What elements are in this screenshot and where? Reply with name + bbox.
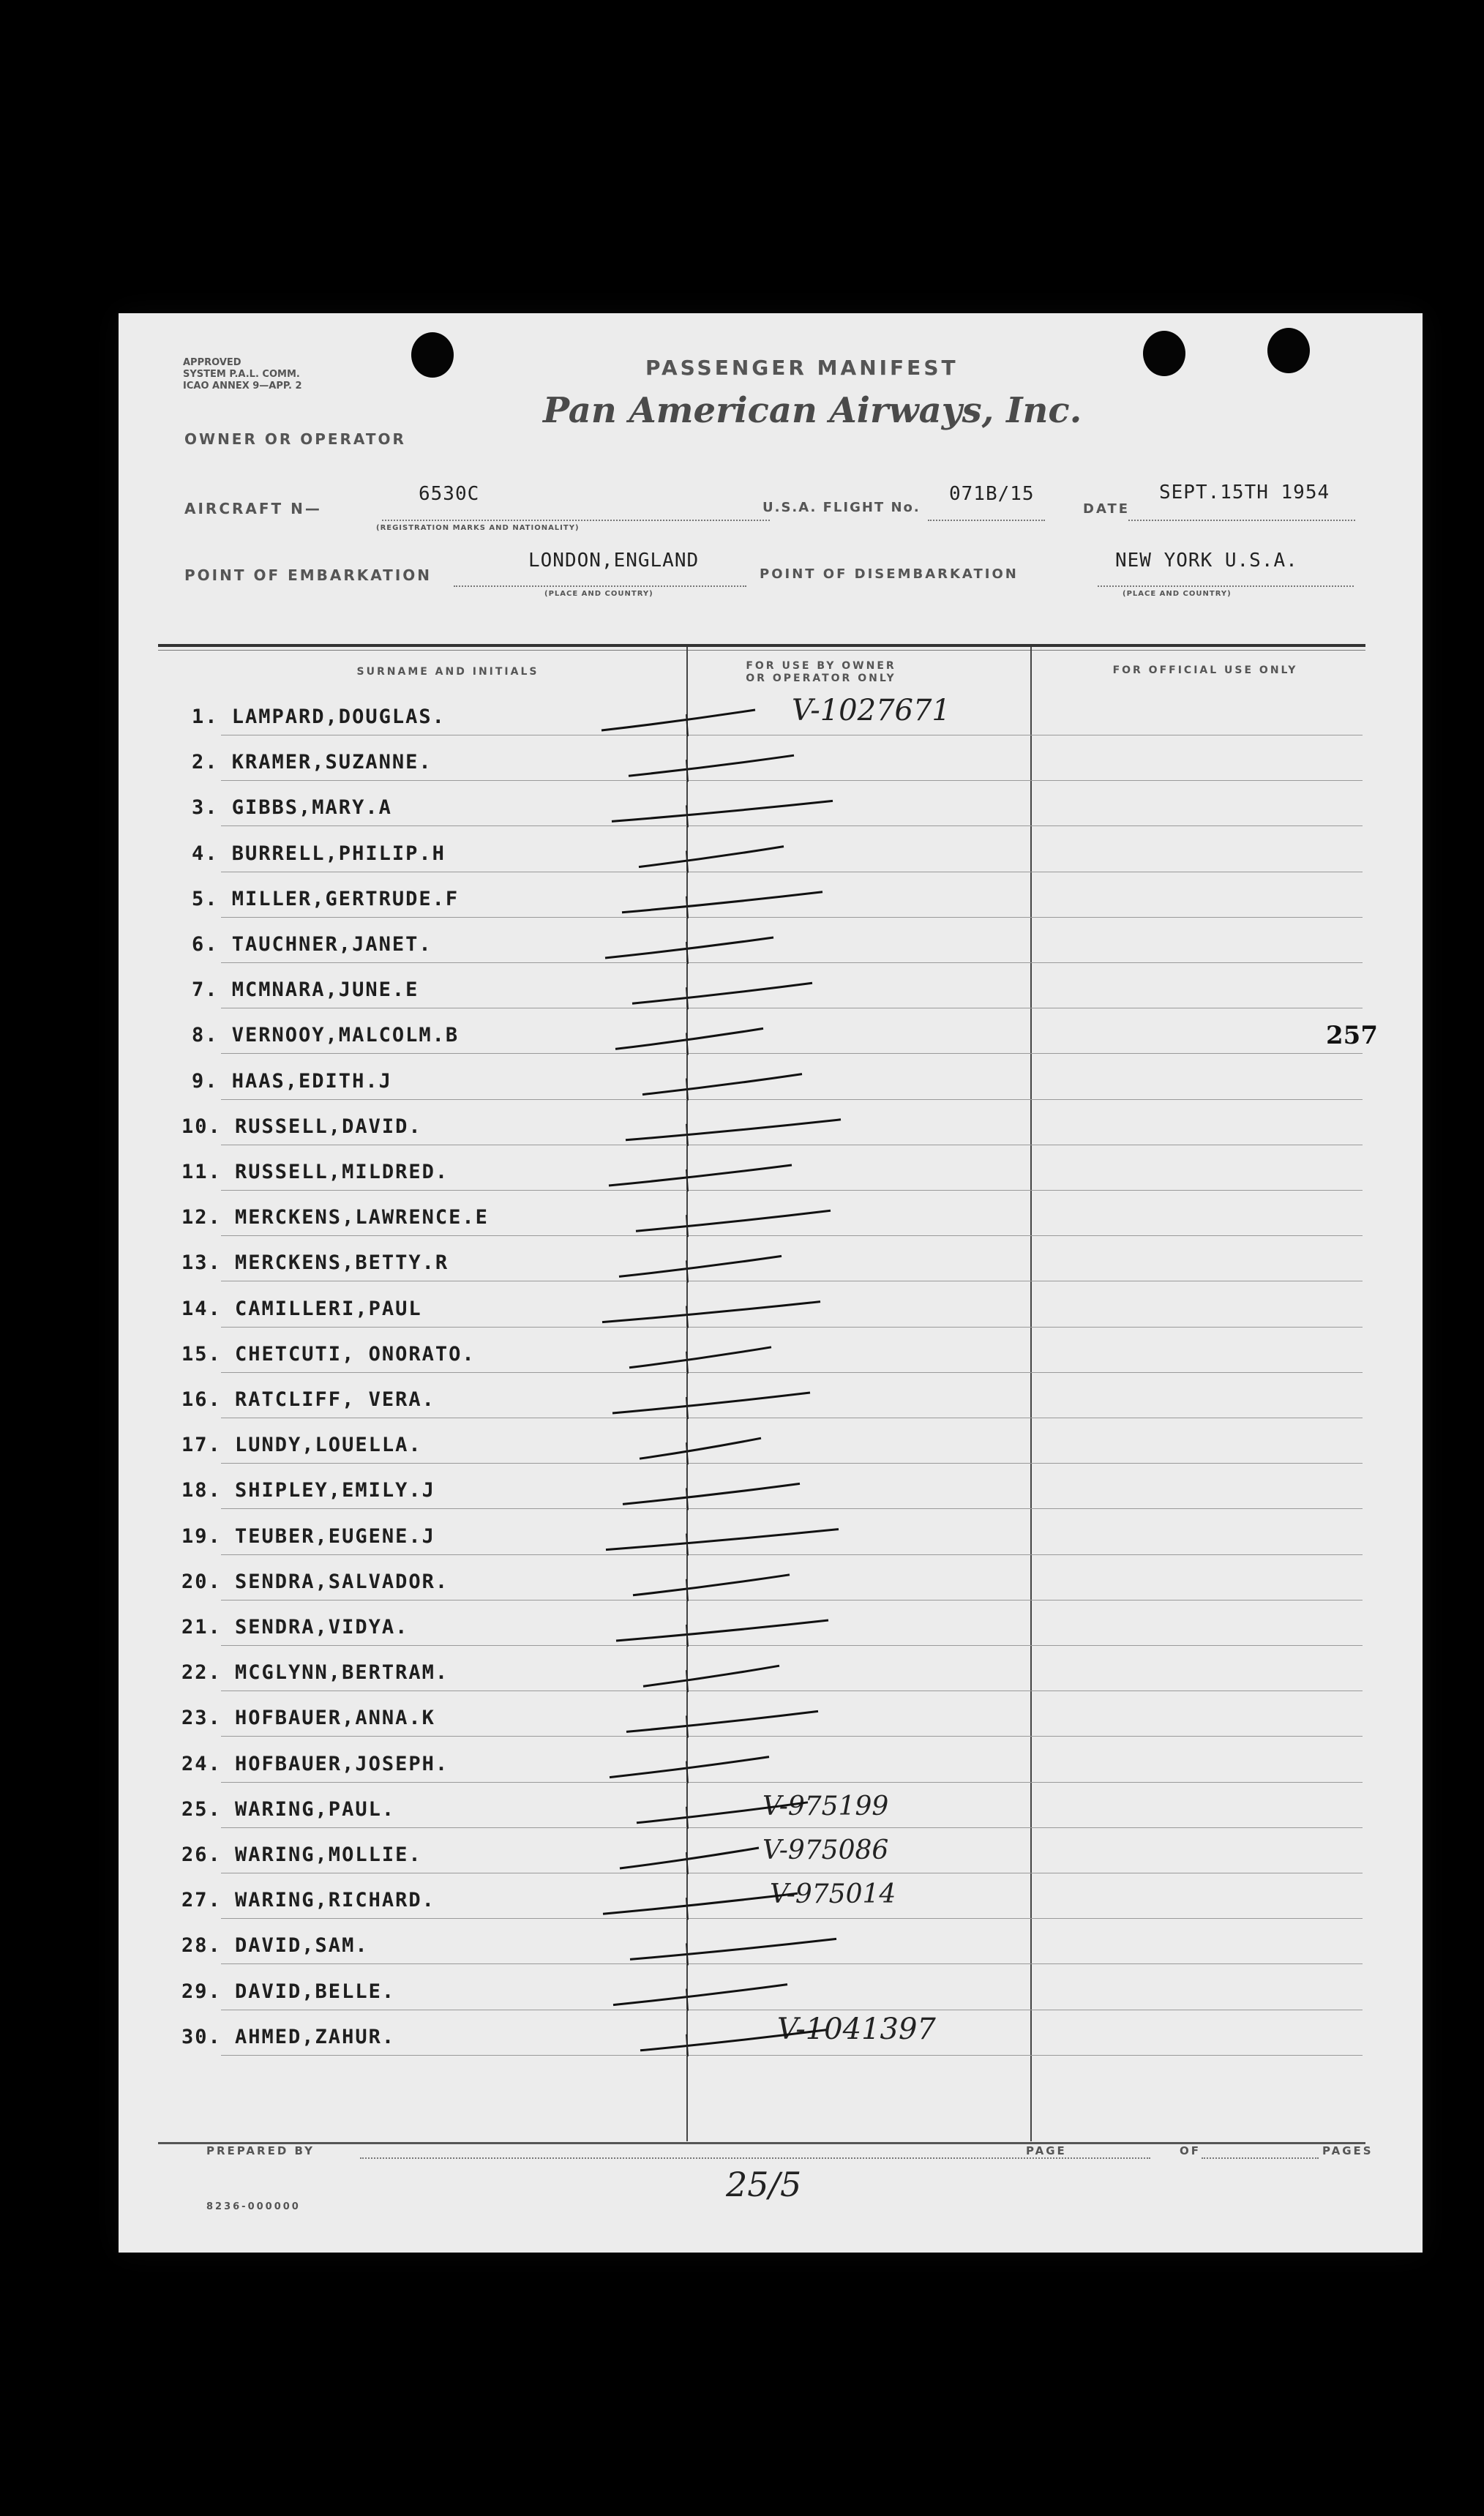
official-use-column-header: FOR OFFICIAL USE ONLY: [1112, 664, 1298, 676]
stamp-line: APPROVED: [183, 357, 241, 368]
tick-mark: [686, 1852, 688, 1874]
passenger-entry: 1. LAMPARD,DOUGLAS.: [192, 705, 446, 728]
stamp-line: ICAO ANNEX 9—APP. 2: [183, 381, 302, 392]
passenger-entry: 17. LUNDY,LOUELLA.: [181, 1434, 422, 1457]
tick-mark: [686, 1807, 688, 1829]
handwritten-visa-number: V-975199: [762, 1791, 889, 1822]
tick-stroke: [615, 1028, 763, 1049]
tick-mark: [686, 1260, 688, 1282]
passenger-entry: 4. BURRELL,PHILIP.H: [192, 842, 446, 865]
tick-mark: [686, 1306, 688, 1328]
passenger-entry: 15. CHETCUTI, ONORATO.: [181, 1342, 476, 1366]
form-title: PASSENGER MANIFEST: [645, 356, 959, 380]
passenger-entry: 18. SHIPLEY,EMILY.J: [181, 1479, 435, 1502]
passenger-entry: 26. WARING,MOLLIE.: [181, 1843, 422, 1866]
passenger-entry: 29. DAVID,BELLE.: [181, 1980, 396, 2003]
tick-stroke: [619, 1256, 782, 1276]
tick-mark: [686, 1352, 688, 1374]
disembarkation-value: NEW YORK U.S.A.: [1115, 550, 1298, 572]
tick-stroke: [642, 1074, 802, 1095]
passenger-entry: 6. TAUCHNER,JANET.: [192, 933, 432, 956]
passenger-entry: 28. DAVID,SAM.: [181, 1934, 369, 1958]
tick-mark: [686, 1715, 688, 1737]
tick-stroke: [602, 710, 755, 730]
tick-mark: [686, 987, 688, 1009]
tick-stroke: [610, 1757, 769, 1778]
tick-mark: [686, 1169, 688, 1191]
tick-mark: [686, 1215, 688, 1237]
passenger-entry: 10. RUSSELL,DAVID.: [181, 1115, 422, 1138]
tick-mark: [686, 896, 688, 918]
company-name: Pan American Airways, Inc.: [543, 390, 1082, 431]
passenger-entry: 25. WARING,PAUL.: [181, 1797, 396, 1821]
disembarkation-sublabel: (PLACE AND COUNTRY): [1123, 590, 1232, 598]
manifest-sheet: [119, 313, 1423, 2253]
official-number: 257: [1326, 1021, 1378, 1051]
tick-stroke: [622, 892, 822, 913]
passenger-entry: 11. RUSSELL,MILDRED.: [181, 1161, 449, 1183]
of-label: OF: [1180, 2144, 1201, 2157]
passenger-entry: 16. RATCLIFF, VERA.: [181, 1388, 435, 1411]
tick-mark: [686, 1397, 688, 1419]
tick-mark: [686, 2034, 688, 2056]
tick-stroke: [620, 1848, 759, 1868]
handwritten-visa-number: V-975014: [770, 1879, 896, 1909]
tick-stroke: [633, 1575, 790, 1595]
tick-stroke: [630, 1939, 836, 1959]
form-number: 8236-000000: [206, 2201, 301, 2212]
flight-label: U.S.A. FLIGHT No.: [762, 500, 921, 515]
passenger-entry: 20. SENDRA,SALVADOR.: [181, 1570, 449, 1593]
passenger-entry: 7. MCMNARA,JUNE.E: [192, 978, 419, 1002]
tick-stroke: [640, 2030, 826, 2051]
date-value: SEPT.15TH 1954: [1159, 482, 1330, 503]
checkmark-strokes: [119, 313, 1423, 2253]
aircraft-value: 6530C: [419, 483, 480, 505]
owner-use-column-header: FOR USE BY OWNER OR OPERATOR ONLY: [746, 660, 896, 684]
tick-stroke: [640, 1438, 761, 1459]
owner-label: OWNER OR OPERATOR: [184, 430, 406, 448]
passenger-entry: 14. CAMILLERI,PAUL: [181, 1297, 422, 1320]
date-label: DATE: [1083, 501, 1131, 517]
prepared-by-label: PREPARED BY: [206, 2144, 315, 2157]
embarkation-sublabel: (PLACE AND COUNTRY): [544, 590, 653, 598]
tick-stroke: [626, 1120, 841, 1140]
tick-mark: [686, 714, 688, 736]
passenger-entry: 30. AHMED,ZAHUR.: [181, 2025, 396, 2048]
tick-stroke: [602, 1302, 820, 1322]
handwritten-visa-number: V-975086: [762, 1835, 889, 1865]
tick-mark: [686, 1898, 688, 1920]
passenger-entry: 22. MCGLYNN,BERTRAM.: [181, 1661, 449, 1685]
handwritten-visa-number: V-1027671: [792, 694, 951, 727]
passenger-entry: 19. TEUBER,EUGENE.J: [181, 1524, 435, 1548]
passenger-entry: 24. HOFBAUER,JOSEPH.: [181, 1752, 449, 1775]
tick-stroke: [612, 801, 833, 821]
tick-stroke: [606, 1530, 839, 1550]
tick-stroke: [623, 1483, 800, 1504]
page-label: PAGE: [1026, 2144, 1067, 2157]
tick-stroke: [629, 1347, 771, 1368]
aircraft-sublabel: (REGISTRATION MARKS AND NATIONALITY): [376, 524, 580, 532]
handwritten-footer-note: 25/5: [726, 2165, 802, 2204]
tick-mark: [686, 760, 688, 782]
tick-stroke: [613, 1985, 787, 2005]
passenger-entry: 27. WARING,RICHARD.: [181, 1889, 435, 1912]
tick-mark: [686, 1761, 688, 1783]
passenger-entry: 13. MERCKENS,BETTY.R: [181, 1251, 449, 1275]
aircraft-label: AIRCRAFT N—: [184, 500, 322, 517]
tick-mark: [686, 1079, 688, 1101]
handwritten-visa-number: V-1041397: [777, 2013, 936, 2046]
tick-stroke: [629, 755, 794, 776]
embarkation-label: POINT OF EMBARKATION: [184, 566, 432, 584]
passenger-entry: 21. SENDRA,VIDYA.: [181, 1616, 409, 1639]
tick-mark: [686, 1442, 688, 1464]
pages-label: PAGES: [1322, 2144, 1374, 2157]
tick-mark: [686, 942, 688, 964]
tick-stroke: [612, 1393, 810, 1413]
passenger-entry: 9. HAAS,EDITH.J: [192, 1069, 392, 1093]
tick-stroke: [636, 1210, 831, 1231]
tick-mark: [686, 1579, 688, 1601]
passenger-entry: 2. KRAMER,SUZANNE.: [192, 751, 432, 774]
flight-value: 071B/15: [949, 483, 1035, 505]
passenger-entry: 23. HOFBAUER,ANNA.K: [181, 1707, 435, 1730]
passenger-entry: 3. GIBBS,MARY.A: [192, 796, 392, 820]
passenger-entry: 5. MILLER,GERTRUDE.F: [192, 887, 460, 910]
tick-stroke: [603, 1893, 798, 1914]
tick-stroke: [616, 1620, 828, 1641]
tick-mark: [686, 1124, 688, 1146]
tick-mark: [686, 1488, 688, 1510]
tick-stroke: [609, 1165, 792, 1186]
tick-stroke: [632, 983, 812, 1003]
names-column-header: SURNAME AND INITIALS: [356, 666, 539, 678]
passenger-entry: 12. MERCKENS,LAWRENCE.E: [181, 1206, 489, 1229]
tick-stroke: [643, 1666, 779, 1686]
tick-mark: [686, 1989, 688, 2011]
tick-stroke: [605, 937, 773, 958]
tick-mark: [686, 1625, 688, 1647]
tick-mark: [686, 1943, 688, 1965]
tick-mark: [686, 851, 688, 873]
stamp-line: SYSTEM P.A.L. COMM.: [183, 369, 300, 380]
tick-stroke: [637, 1802, 808, 1823]
tick-mark: [686, 1534, 688, 1556]
tick-stroke: [639, 847, 784, 867]
disembarkation-label: POINT OF DISEMBARKATION: [760, 566, 1019, 582]
tick-mark: [686, 1670, 688, 1692]
embarkation-value: LONDON,ENGLAND: [528, 550, 700, 572]
tick-mark: [686, 1033, 688, 1055]
passenger-entry: 8. VERNOOY,MALCOLM.B: [192, 1024, 460, 1047]
tick-stroke: [626, 1711, 818, 1731]
tick-mark: [686, 805, 688, 827]
